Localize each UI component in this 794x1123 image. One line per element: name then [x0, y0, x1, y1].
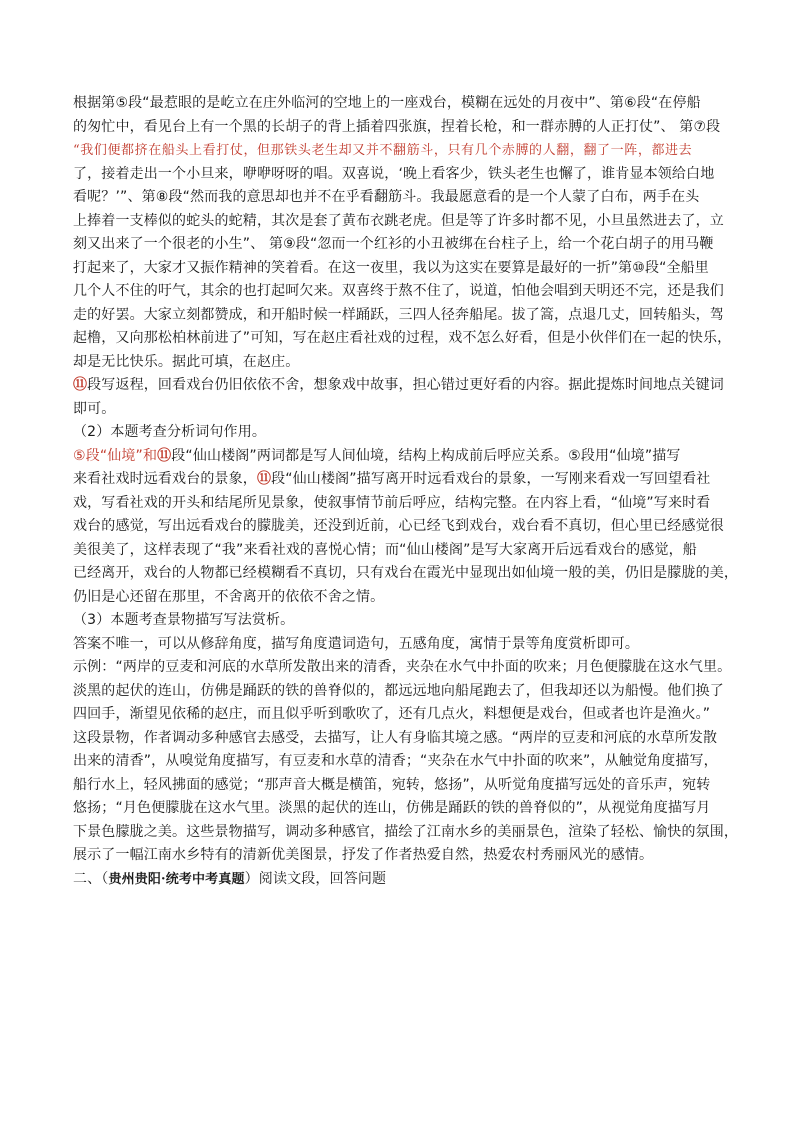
text-line — [73, 233, 733, 257]
highlighted-text: “我们便都挤在船头上看打仗，但那铁头老生却又并不翻筋斗，只有几个赤膊的人翻，翻了一阵，都进去 — [73, 143, 693, 158]
text-line — [73, 844, 733, 868]
body-text: 展示了一幅江南水乡特有的清新优美图景，抒发了作者热爱自然，热爱农村秀丽风光的感情。 — [73, 847, 654, 863]
text-line — [73, 797, 733, 821]
text-line — [73, 139, 733, 163]
body-text: 走的好罢。大家立刻都赞成，和开船时候一样踊跃，三四人径奔船尾。拔了篙，点退几丈，回转船头，驾 — [73, 306, 724, 323]
text-line — [73, 633, 733, 657]
text-line — [73, 680, 733, 704]
body-text: 仍旧是心还留在那里，不舍离开的依依不舍之情。 — [73, 588, 385, 605]
body-text: 二、（ — [73, 870, 109, 887]
body-text: 四回手，渐望见依稀的赵庄，而且似乎听到歌吹了，还有几点火，料想便是戏台，但或者也许是渔火。” — [73, 706, 711, 722]
body-text: ）阅读文段，回答问题 — [244, 870, 387, 887]
text-line — [73, 609, 733, 633]
text-line — [73, 210, 733, 234]
body-text: 起橹，又向那松柏林前进了”可知，写在赵庄看社戏的过程，戏不怎么好看，但是小伙伴们在一起的快乐， — [73, 330, 732, 346]
text-line — [73, 539, 733, 563]
body-text: （2）本题考查分析词句作用。 — [73, 424, 267, 440]
highlighted-text: ⑪ — [73, 377, 88, 393]
text-line — [73, 304, 733, 328]
body-text: 上捧着一支棒似的蛇头的蛇精，其次是套了黄布衣跳老虎。但是等了许多时都不见，小旦虽然进去了，立 — [73, 212, 724, 229]
highlighted-text: ⑪ — [157, 447, 172, 464]
body-text: 答案不唯一，可以从修辞角度，描写角度遣词造句，五感角度，寓情于景等角度赏析即可。 — [73, 635, 639, 652]
body-text: 下景色朦胧之美。这些景物描写，调动多种感官，描绘了江南水乡的美丽景色，渲染了轻松、愉快的氛围， — [73, 823, 739, 840]
body-text: 段写返程，回看戏台仍旧依依不舍，想象戏中故事，担心错过更好看的内容。据此提炼时间地点关键词 — [87, 377, 724, 393]
text-line — [73, 327, 733, 351]
body-text: 戏台的感觉，写出远看戏台的朦胧美，还没到近前，心已经飞到戏台，戏台看不真切，但心里已经感觉很 — [73, 518, 724, 534]
body-text: 淡黑的起伏的连山，仿佛是踊跃的铁的兽脊似的，都远远地向船尾跑去了，但我却还以为船慢。他们换了 — [73, 682, 724, 699]
body-text: 的匆忙中，看见台上有一个黑的长胡子的背上插着四张旗，捏着长枪，和一群赤膊的人正打仗”、 第⑦段 — [73, 118, 721, 135]
text-line — [73, 421, 733, 445]
highlighted-text: ⑪ — [256, 471, 272, 487]
document-page — [73, 92, 739, 891]
body-text: 美很美了，这样表现了“我”来看社戏的喜悦心情；而“仙山楼阁”是写大家离开后远看戏台的感觉，船 — [73, 541, 697, 558]
text-line — [73, 774, 733, 798]
highlighted-text: ⑤段“仙境”和 — [73, 447, 158, 464]
highlighted-text: 贵州贵阳·统考中考真题 — [108, 871, 245, 887]
body-text: 了，接着走出一个小旦来，咿咿呀呀的唱。双喜说，‘晚上看客少，铁头老生也懈了，谁肯显本领给白地 — [73, 165, 715, 182]
text-line — [73, 445, 733, 469]
text-line — [73, 186, 733, 210]
text-line — [73, 656, 733, 680]
text-line — [73, 703, 733, 727]
text-line — [73, 163, 733, 187]
text-line — [73, 750, 733, 774]
text-line — [73, 821, 739, 845]
body-text: 示例：“两岸的豆麦和河底的水草所发散出来的清香，夹杂在水气中扑面的吹来；月色便朦胧在这水气里。 — [73, 659, 732, 675]
text-line — [73, 492, 733, 516]
body-text: 几个人不住的吁气，其余的也打起呵欠来。双喜终于熬不住了，说道，怕他会唱到天明还不完，还是我们 — [73, 283, 724, 299]
body-text: 段“仙山楼阁”两词都是写人间仙境，结构上构成前后呼应关系。⑤段用“仙境”描写 — [171, 447, 681, 464]
body-text: 打起来了，大家才又振作精神的笑着看。在这一夜里，我以为这实在要算是最好的一折”第⑩段“全船里 — [73, 259, 709, 276]
body-text: 根据第⑤段“最惹眼的是屹立在庄外临河的空地上的一座戏台，模糊在远处的月夜中”、第⑥段“在停船 — [73, 95, 701, 111]
body-text: 戏，写看社戏的开头和结尾所见景象，使叙事情节前后呼应，结构完整。在内容上看，“仙境”写来时看 — [73, 494, 711, 511]
body-text: 看呢？’”、第⑧段“然而我的意思却也并不在乎看翻筋斗。我最愿意看的是一个人蒙了白布，两手在头 — [73, 189, 700, 205]
body-text: 来看社戏时远看戏台的景象， — [73, 471, 257, 487]
text-line — [73, 280, 733, 304]
text-line — [73, 868, 733, 892]
text-line — [73, 92, 733, 116]
body-text: 却是无比快乐。据此可填，在赵庄。 — [73, 353, 300, 370]
text-line — [73, 374, 733, 398]
text-line — [73, 468, 733, 492]
body-text: 即可。 — [73, 400, 116, 417]
text-line — [73, 398, 733, 422]
text-line — [73, 727, 733, 751]
text-line — [73, 586, 733, 610]
body-text: 已经离开，戏台的人物都已经模糊看不真切，只有戏台在霞光中显现出如仙境一般的美，仍旧是朦胧的美， — [73, 565, 739, 581]
text-line — [73, 116, 733, 140]
body-text: 船行水上，轻风拂面的感觉；“那声音大概是横笛，宛转，悠扬”，从听觉角度描写远处的音乐声，宛转 — [73, 776, 711, 793]
text-line — [73, 351, 733, 375]
body-text: 段“仙山楼阁”描写离开时远看戏台的景象，一写刚来看戏一写回望看社 — [271, 471, 711, 487]
text-line — [73, 515, 733, 539]
body-text: 这段景物，作者调动多种感官去感受，去描写，让人有身临其境之感。“两岸的豆麦和河底的水草所发散 — [73, 729, 718, 746]
body-text: 出来的清香”，从嗅觉角度描写，有豆麦和水草的清香；“夹杂在水气中扑面的吹来”，从触觉角度描写， — [73, 753, 718, 769]
body-text: （3）本题考查景物描写写法赏析。 — [73, 612, 295, 628]
text-line — [73, 562, 739, 586]
body-text: 悠扬；“月色便朦胧在这水气里。淡黑的起伏的连山，仿佛是踊跃的铁的兽脊似的”，从视觉角度描写月 — [73, 800, 711, 816]
body-text: 刻又出来了一个很老的小生”、 第⑨段“忽而一个红衫的小丑被绑在台柱子上，给一个花白胡子的用马鞭 — [73, 236, 714, 252]
text-line — [73, 257, 733, 281]
